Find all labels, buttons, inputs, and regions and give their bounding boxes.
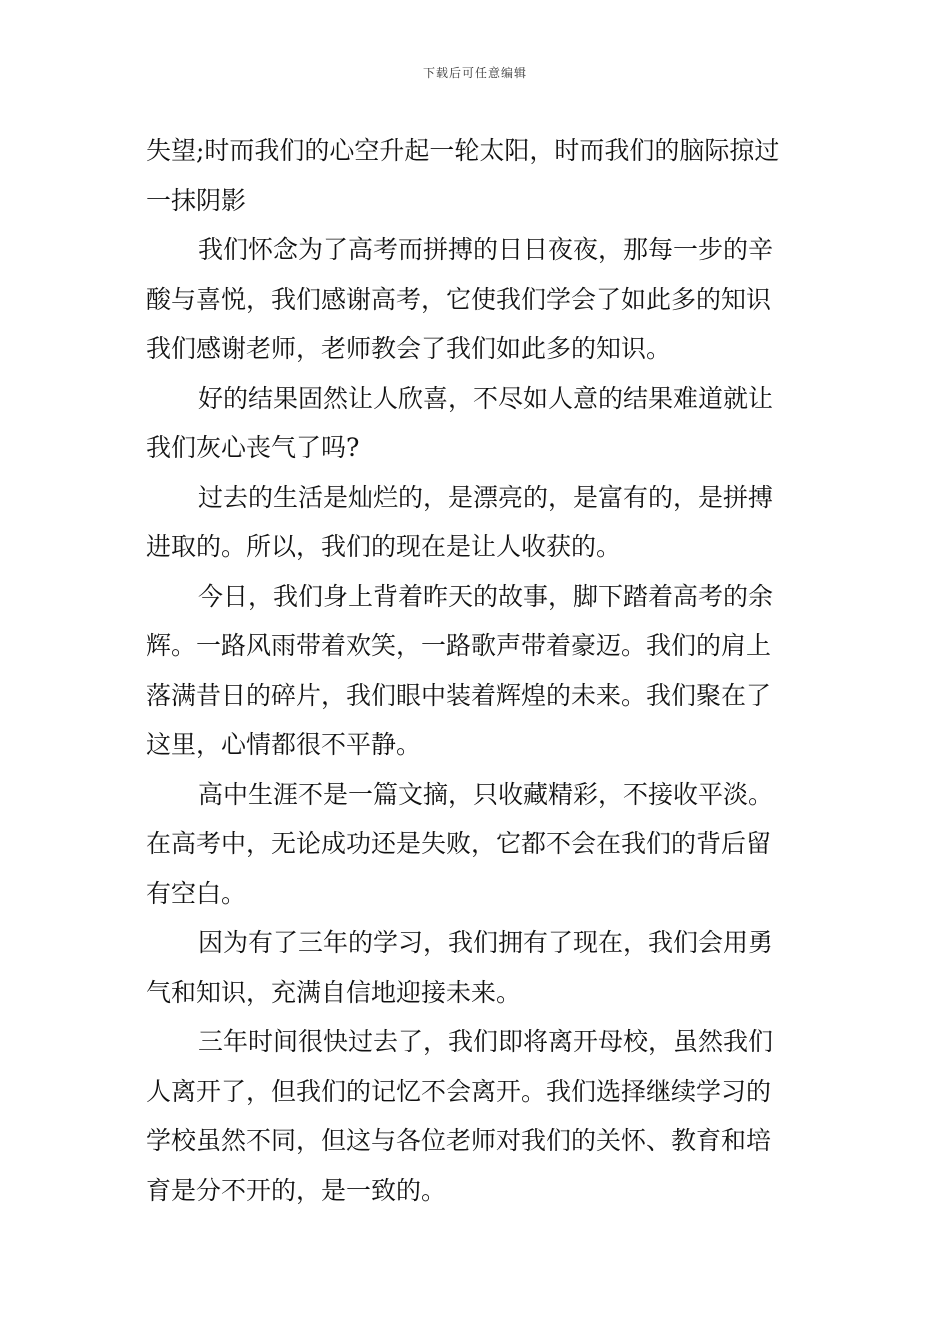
text-line: 今日，我们身上背着昨天的故事，脚下踏着高考的余: [198, 581, 774, 611]
text-line: 辉。一路风雨带着欢笑，一路歌声带着豪迈。我们的肩上: [146, 631, 772, 660]
text-line: 落满昔日的碎片，我们眼中装着辉煌的未来。我们聚在了: [146, 680, 772, 710]
text-line: 在高考中，无论成功还是失败，它都不会在我们的背后留: [146, 829, 772, 858]
text-line: 气和知识，充满自信地迎接未来。: [146, 977, 522, 1007]
text-line: 学校虽然不同，但这与各位老师对我们的关怀、教育和培: [146, 1126, 772, 1155]
text-line: 三年时间很快过去了，我们即将离开母校，虽然我们: [198, 1027, 774, 1056]
text-line: 育是分不开的，是一致的。: [146, 1175, 447, 1205]
text-line: 失望;时而我们的心空升起一轮太阳，时而我们的脑际掠过: [146, 136, 780, 165]
text-line: 一抹阴影: [146, 185, 247, 215]
document-body: [146, 126, 806, 1215]
text-line: 过去的生活是灿烂的，是漂亮的，是富有的，是拼搏: [198, 482, 774, 512]
text-line: 人离开了，但我们的记忆不会离开。我们选择继续学习的: [146, 1076, 772, 1106]
text-line: 这里，心情都很不平静。: [146, 730, 422, 759]
text-line: 酸与喜悦，我们感谢高考，它使我们学会了如此多的知识: [146, 284, 772, 314]
text-line: 我们灰心丧气了吗?: [146, 433, 360, 462]
text-line: 我们感谢老师，老师教会了我们如此多的知识。: [146, 334, 672, 363]
text-line: 因为有了三年的学习，我们拥有了现在，我们会用勇: [198, 928, 774, 957]
text-line: 好的结果固然让人欣喜，不尽如人意的结果难道就让: [198, 383, 774, 413]
text-line: 我们怀念为了高考而拼搏的日日夜夜，那每一步的辛: [198, 235, 774, 264]
text-line: 有空白。: [146, 878, 247, 908]
text-line: 进取的。所以，我们的现在是让人收获的。: [146, 532, 622, 561]
page-header: 下载后可任意编辑: [422, 66, 527, 80]
text-line: 高中生涯不是一篇文摘，只收藏精彩，不接收平淡。: [198, 779, 774, 809]
